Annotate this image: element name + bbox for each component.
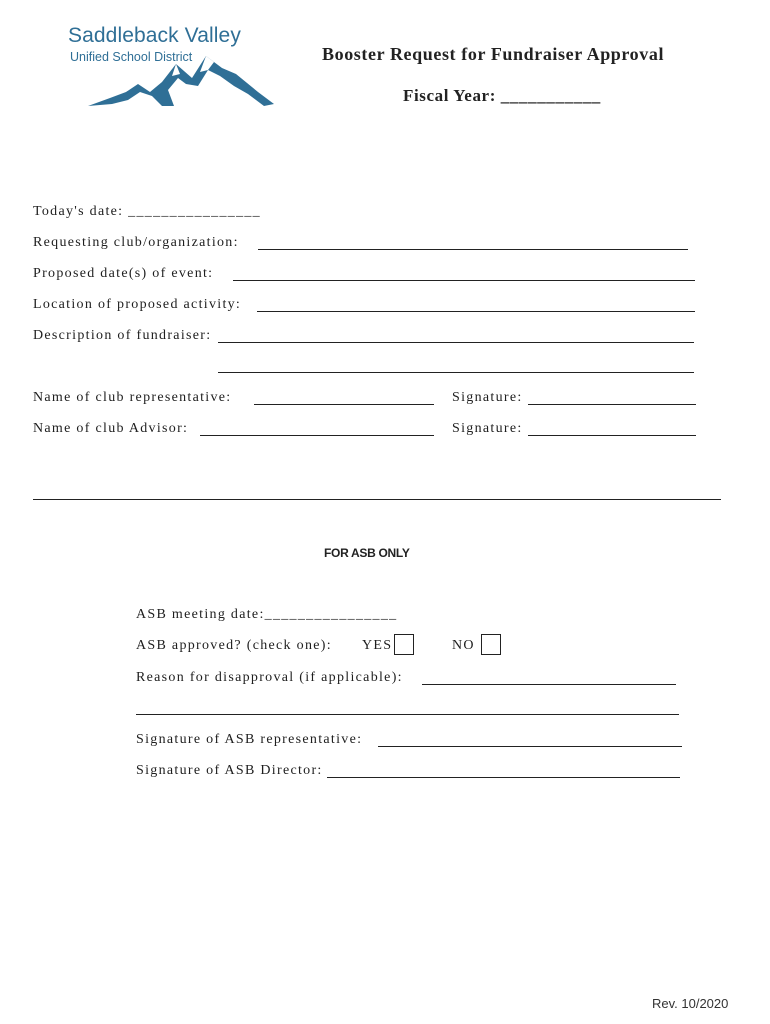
form-title: Booster Request for Fundraiser Approval bbox=[322, 44, 665, 64]
todays-date-field: Today's date: ________________ bbox=[33, 204, 261, 219]
location-label: Location of proposed activity: bbox=[33, 297, 242, 312]
asb-rep-signature-label: Signature of ASB representative: bbox=[136, 732, 363, 747]
description-line-2[interactable] bbox=[218, 372, 694, 373]
proposed-dates-label: Proposed date(s) of event: bbox=[33, 266, 214, 281]
asb-approved-label: ASB approved? (check one): bbox=[136, 638, 332, 653]
district-logo bbox=[68, 22, 278, 114]
description-line-1[interactable] bbox=[218, 342, 694, 343]
yes-checkbox[interactable] bbox=[394, 634, 414, 655]
signature-label-2: Signature: bbox=[452, 421, 523, 436]
description-label: Description of fundraiser: bbox=[33, 328, 212, 343]
asb-meeting-date: ASB meeting date:________________ bbox=[136, 607, 398, 622]
signature-line-1[interactable] bbox=[528, 404, 696, 405]
no-checkbox[interactable] bbox=[481, 634, 501, 655]
fiscal-year-label: Fiscal Year: ___________ bbox=[403, 86, 601, 105]
signature-label-1: Signature: bbox=[452, 390, 523, 405]
mountain-logo-icon bbox=[88, 48, 278, 114]
asb-heading: FOR ASB ONLY bbox=[324, 546, 410, 560]
location-line[interactable] bbox=[257, 311, 695, 312]
disapproval-reason-label: Reason for disapproval (if applicable): bbox=[136, 670, 403, 685]
requesting-club-label: Requesting club/organization: bbox=[33, 235, 239, 250]
disapproval-reason-line-1[interactable] bbox=[422, 684, 676, 685]
club-advisor-label: Name of club Advisor: bbox=[33, 421, 189, 436]
yes-label: YES bbox=[362, 638, 393, 653]
signature-line-2[interactable] bbox=[528, 435, 696, 436]
asb-director-signature-line[interactable] bbox=[327, 777, 680, 778]
asb-rep-signature-line[interactable] bbox=[378, 746, 682, 747]
club-advisor-line[interactable] bbox=[200, 435, 434, 436]
revision-label: Rev. 10/2020 bbox=[652, 996, 729, 1011]
club-representative-line[interactable] bbox=[254, 404, 434, 405]
logo-subtitle: Unified School District bbox=[70, 50, 193, 64]
no-label: NO bbox=[452, 638, 475, 653]
logo-title: Saddleback Valley bbox=[68, 24, 241, 47]
section-divider bbox=[33, 499, 721, 500]
proposed-dates-line[interactable] bbox=[233, 280, 695, 281]
asb-director-signature-label: Signature of ASB Director: bbox=[136, 763, 323, 778]
requesting-club-line[interactable] bbox=[258, 249, 688, 250]
club-representative-label: Name of club representative: bbox=[33, 390, 232, 405]
disapproval-reason-line-2[interactable] bbox=[136, 714, 679, 715]
